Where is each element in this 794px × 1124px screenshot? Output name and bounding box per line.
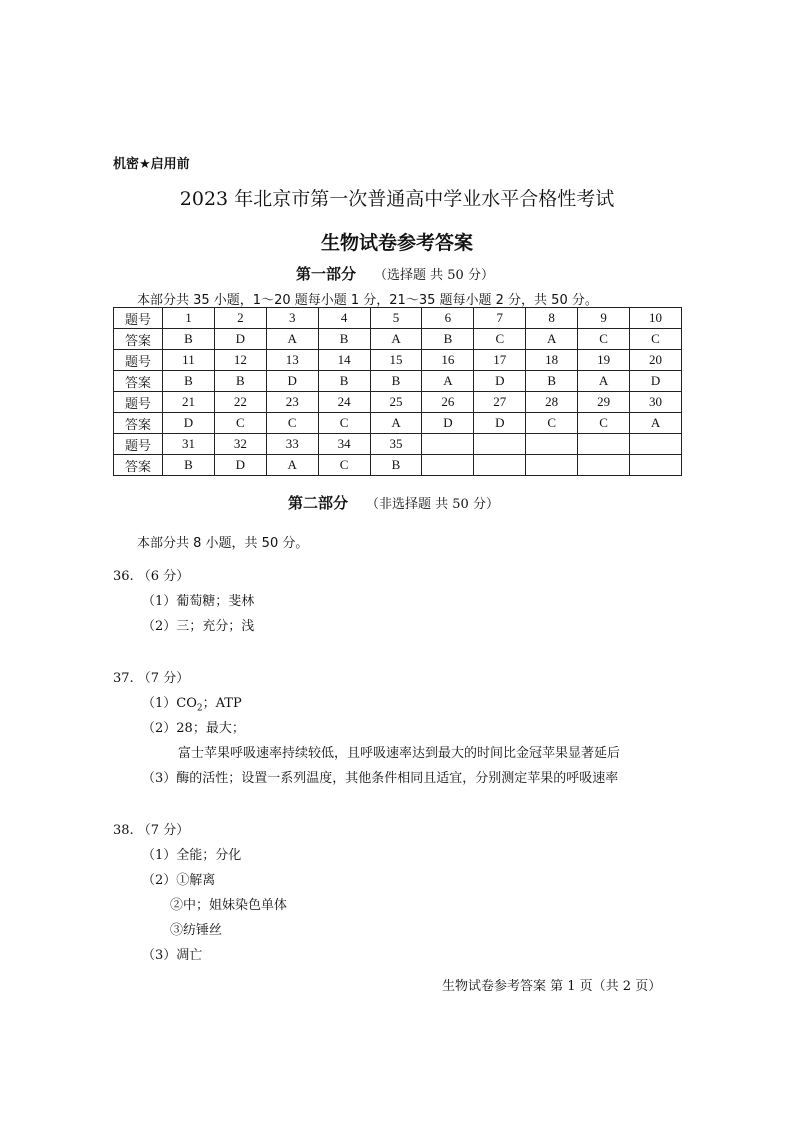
answer-cell: D — [422, 413, 474, 434]
question-number-cell: 29 — [578, 392, 630, 413]
document-subtitle: 生物试卷参考答案 — [320, 232, 473, 254]
q37-answer-1-pre: （1）CO — [142, 696, 197, 711]
question-number-cell: 9 — [578, 308, 630, 329]
question-number-cell: 11 — [163, 350, 215, 371]
answer-cell — [474, 455, 526, 476]
answer-cell: C — [474, 329, 526, 350]
q36-answer-2: （2）三；充分；浅 — [142, 619, 255, 634]
question-number-cell: 26 — [422, 392, 474, 413]
question-number-cell: 7 — [474, 308, 526, 329]
answer-cell: D — [214, 455, 266, 476]
part2-title: 第二部分 — [288, 494, 349, 512]
answer-cell: B — [214, 371, 266, 392]
answer-cell: D — [474, 413, 526, 434]
part2-heading — [288, 492, 499, 513]
q38-answer-2-part2: ②中；姐妹染色单体 — [170, 898, 288, 913]
answer-cell: A — [370, 329, 422, 350]
answer-table — [113, 307, 682, 476]
question-number-cell: 34 — [318, 434, 370, 455]
question-number-cell: 30 — [630, 392, 682, 413]
answer-cell: B — [163, 455, 215, 476]
question-number-cell — [630, 434, 682, 455]
answer-cell: C — [266, 413, 318, 434]
question-number-cell — [526, 434, 578, 455]
question-number-cell: 2 — [214, 308, 266, 329]
answer-table-body — [114, 308, 682, 476]
answer-cell: C — [630, 329, 682, 350]
question-number-cell: 4 — [318, 308, 370, 329]
answer-cell: D — [266, 371, 318, 392]
answer-cell — [630, 455, 682, 476]
question-number-cell: 15 — [370, 350, 422, 371]
q37-answer-2: （2）28；最大； — [142, 721, 245, 736]
answer-cell: D — [630, 371, 682, 392]
q37-answer-1-sub: 2 — [196, 703, 203, 714]
question-number-label: 题号 — [114, 392, 163, 413]
answer-cell — [526, 455, 578, 476]
question-number-label: 题号 — [114, 434, 163, 455]
question-number-cell: 24 — [318, 392, 370, 413]
part1-description: 本部分共 35 小题，1～20 题每小题 1 分，21～35 题每小题 2 分，共 50 分。 — [137, 293, 598, 308]
question-number-cell: 32 — [214, 434, 266, 455]
part2-description: 本部分共 8 小题，共 50 分。 — [137, 536, 309, 551]
question-number-cell: 16 — [422, 350, 474, 371]
question-number-cell: 13 — [266, 350, 318, 371]
q37-answer-1-post: ；ATP — [202, 696, 242, 711]
question-number-cell: 8 — [526, 308, 578, 329]
table-row-number — [114, 308, 682, 329]
table-row-number — [114, 392, 682, 413]
question-number-cell: 22 — [214, 392, 266, 413]
question-number-cell: 21 — [163, 392, 215, 413]
question-number-cell: 14 — [318, 350, 370, 371]
answer-cell: C — [318, 413, 370, 434]
part1-note: （选择题 共 50 分） — [374, 268, 494, 283]
answer-cell: B — [370, 371, 422, 392]
answer-cell: C — [578, 413, 630, 434]
answer-label: 答案 — [114, 455, 163, 476]
table-row-number — [114, 434, 682, 455]
answer-cell: D — [474, 371, 526, 392]
question-number-cell: 3 — [266, 308, 318, 329]
question-number-cell — [474, 434, 526, 455]
answer-cell: C — [526, 413, 578, 434]
answer-label: 答案 — [114, 329, 163, 350]
answer-cell — [422, 455, 474, 476]
answer-cell: A — [422, 371, 474, 392]
question-number-cell: 31 — [163, 434, 215, 455]
question-number-cell: 18 — [526, 350, 578, 371]
table-row-number — [114, 350, 682, 371]
question-number-cell: 5 — [370, 308, 422, 329]
answer-cell: B — [318, 371, 370, 392]
confidential-label: 机密★启用前 — [113, 157, 190, 172]
question-number-cell: 10 — [630, 308, 682, 329]
q38-answer-1: （1）全能；分化 — [142, 848, 242, 863]
q37-answer-1 — [142, 692, 242, 714]
answer-cell: A — [578, 371, 630, 392]
question-number-cell: 6 — [422, 308, 474, 329]
q36-title: 36. （6 分） — [113, 569, 190, 584]
q37-title: 37. （7 分） — [113, 671, 190, 686]
q38-answer-3: （3）凋亡 — [142, 948, 203, 963]
part1-heading — [296, 263, 494, 284]
q37-answer-2-explanation: 富士苹果呼吸速率持续较低，且呼吸速率达到最大的时间比金冠苹果显著延后 — [178, 746, 621, 761]
answer-label: 答案 — [114, 371, 163, 392]
question-number-cell: 19 — [578, 350, 630, 371]
answer-cell: B — [163, 371, 215, 392]
q36-answer-1: （1）葡萄糖；斐林 — [142, 594, 255, 609]
answer-cell — [578, 455, 630, 476]
answer-cell: C — [318, 455, 370, 476]
part1-title: 第一部分 — [296, 265, 357, 283]
question-number-cell — [578, 434, 630, 455]
question-number-cell: 1 — [163, 308, 215, 329]
q38-answer-2: （2）①解离 — [142, 873, 216, 888]
answer-label: 答案 — [114, 413, 163, 434]
question-number-cell: 25 — [370, 392, 422, 413]
answer-cell: B — [422, 329, 474, 350]
question-number-cell: 12 — [214, 350, 266, 371]
answer-cell: D — [163, 413, 215, 434]
q38-answer-2-part3: ③纺锤丝 — [170, 923, 223, 938]
question-number-cell: 23 — [266, 392, 318, 413]
question-number-label: 题号 — [114, 308, 163, 329]
answer-cell: A — [266, 329, 318, 350]
part2-note: （非选择题 共 50 分） — [366, 497, 499, 512]
question-number-cell: 27 — [474, 392, 526, 413]
question-number-cell: 35 — [370, 434, 422, 455]
answer-cell: B — [526, 371, 578, 392]
answer-cell: A — [630, 413, 682, 434]
answer-cell: C — [578, 329, 630, 350]
answer-cell: B — [370, 455, 422, 476]
question-number-cell — [422, 434, 474, 455]
q37-answer-3: （3）酶的活性；设置一系列温度，其他条件相同且适宜，分别测定苹果的呼吸速率 — [142, 771, 619, 786]
q38-title: 38. （7 分） — [113, 823, 190, 838]
question-number-cell: 20 — [630, 350, 682, 371]
table-row-answer — [114, 371, 682, 392]
question-number-cell: 28 — [526, 392, 578, 413]
question-number-label: 题号 — [114, 350, 163, 371]
answer-cell: A — [526, 329, 578, 350]
answer-cell: C — [214, 413, 266, 434]
page-footer: 生物试卷参考答案 第 1 页（共 2 页） — [442, 979, 662, 994]
table-row-answer — [114, 455, 682, 476]
table-row-answer — [114, 413, 682, 434]
answer-cell: B — [318, 329, 370, 350]
table-row-answer — [114, 329, 682, 350]
question-number-cell: 33 — [266, 434, 318, 455]
answer-cell: A — [370, 413, 422, 434]
answer-cell: D — [214, 329, 266, 350]
answer-cell: A — [266, 455, 318, 476]
exam-title: 2023 年北京市第一次普通高中学业水平合格性考试 — [179, 188, 615, 210]
question-number-cell: 17 — [474, 350, 526, 371]
answer-cell: B — [163, 329, 215, 350]
